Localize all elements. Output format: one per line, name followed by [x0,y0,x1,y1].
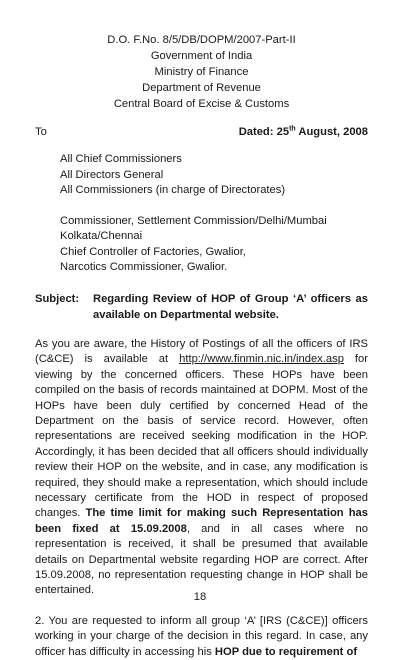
recipient-line: Kolkata/Chennai [60,230,143,243]
to-row [35,125,368,140]
paragraph-1-text-b: for viewing by the concerned officers. These HOPs have been compiled on the basis of records maintained at DOPM. Most of the HOPs have been duly certified by concerned Head of the Department on the basis of service record. However, often representations are received seeking modification in the HOP. Accordingly, it has been decided that all officers should individually review their HOP on the website, and in case, any modification is required, they should make a representation, which should include necessary certificate from the HOD in respect of proposed changes. [35,353,368,520]
subject-label: Subject: [35,292,80,305]
recipient-line: All Commissioners (in charge of Directorates) [60,184,286,197]
recipient-line: All Directors General [60,168,164,181]
paragraph-1-text-c: , and in all cases where no representation is received, it shall be presumed that available details on Departmental website regarding HOP are correct. After 15.09.2008, no representation requesting change in HOP shall be entertained. [35,522,368,597]
header-department: Department of Revenue [142,82,261,94]
subject-block [35,291,368,323]
paragraph-2 [35,614,368,660]
dated-suffix: August, 2008 [295,126,368,138]
header-ministry: Ministry of Finance [154,66,249,78]
to-label: To [35,126,47,138]
recipient-line: Chief Controller of Factories, Gwalior, [60,245,246,258]
header-government: Government of India [150,50,253,62]
paragraph-1 [35,337,368,599]
dated-line [239,125,368,140]
finmin-link[interactable]: http://www.finmin.nic.in/index.asp [179,353,344,366]
recipient-line: All Chief Commissioners [60,153,182,166]
recipients-group-2 [60,214,368,276]
subject-text: Regarding Review of HOP of Group ‘A’ officers as available on Departmental website. [93,292,368,321]
page-number: 18 [193,591,207,603]
paragraph-2-bold: HOP due to requirement of [214,645,358,658]
recipient-line: Narcotics Commissioner, Gwalior. [60,261,228,274]
dated-prefix: Dated: 25 [238,126,290,138]
paragraph-1-text-a: As you are aware, the History of Postings of all the officers of IRS (C&CE) is available at [35,337,368,366]
recipients-group-1 [60,152,368,199]
letter-header [35,32,368,112]
dated-sup: th [289,125,296,133]
header-board: Central Board of Excise & Customs [113,98,290,110]
paragraph-1-bold: The time limit for making such Representation has been fixed at 15.09.2008 [35,507,369,535]
recipient-line: Commissioner, Settlement Commission/Delhi/Mumbai [60,214,327,227]
document-page [35,32,368,660]
paragraph-2-text: 2. You are requested to inform all group ‘A’ [IRS (C&CE)] officers working in your charge of the decision in this regard. In case, any officer has difficulty in accessing his [35,614,368,658]
file-number: D.O. F.No. 8/5/DB/DOPM/2007-Part-II [107,34,296,46]
